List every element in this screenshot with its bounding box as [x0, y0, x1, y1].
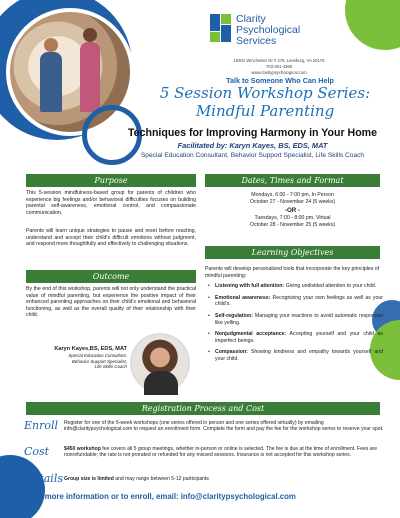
- logo-wordmark: [236, 14, 300, 47]
- org-address: 19301 Winchester Dr # 276, Leesburg, VA 20176: [233, 58, 325, 63]
- outcome-heading: Outcome: [26, 270, 196, 283]
- cost-text: $450 workshop fee covers all 5 group meetings, whether in-person or online is selected. The fee is due at the time of enrollment. Fees are nonrefundable; the rate is not prorated or refunded for any missed sessions. Insurance is not accepted for this workshop series.: [64, 446, 378, 459]
- series-title-line2: Mindful Parenting: [195, 102, 335, 120]
- decor-blue-circle-bottom: [0, 455, 45, 518]
- objective-item: • Listening with full attention: Giving undivided attention to your child.: [205, 283, 383, 290]
- org-phone: 703-261-4386: [265, 63, 293, 69]
- schedule-in-person-dates: October 27 - November 24 (5 weeks): [249, 199, 336, 205]
- cost-row: [24, 446, 384, 459]
- logo-mark-icon: [210, 14, 232, 52]
- objective-item: • Nonjudgmental acceptance: Accepting yourself and your child as imperfect beings.: [205, 331, 383, 344]
- details-label: Details: [24, 472, 63, 485]
- decor-green-circle-top: [345, 0, 400, 50]
- objectives-block: [205, 266, 383, 368]
- org-name-line3: Services: [236, 35, 277, 47]
- objectives-heading: Learning Objectives: [205, 246, 380, 259]
- purpose-paragraph-2: Parents will learn unique strategies to pause and reset before reacting, understand and accept their child's difficult emotions without judgment, and respond more thoughtfully and effectively to challenging situations.: [26, 228, 196, 248]
- enroll-label: Enroll: [24, 419, 59, 432]
- outcome-paragraph: By the end of this workshop, parents will not only understand the practical value of mindful parenting, but experience the positive impact of their enhanced parenting approaches on their child's emotional and behavioral functioning, as well as the overall quality of their relationship with their child.: [26, 286, 196, 319]
- org-logo: [210, 14, 300, 52]
- bio-name: Karyn Kayes,BS, EDS, MAT: [54, 346, 127, 352]
- photo-child: [40, 52, 62, 112]
- org-tagline: Talk to Someone Who Can Help: [226, 76, 334, 85]
- objective-item: • Emotional awareness: Recognizing your own feelings as well as your child's.: [205, 295, 383, 308]
- enroll-row: [24, 420, 384, 433]
- details-row: [24, 473, 384, 485]
- bio-role-2: Behavior Support Specialist,: [71, 358, 127, 364]
- page-title: Techniques for Improving Harmony in Your Home: [128, 127, 377, 139]
- schedule-block: [205, 192, 380, 229]
- schedule-heading: Dates, Times and Format: [205, 174, 380, 187]
- schedule-or: -OR -: [284, 207, 301, 214]
- objectives-list: [205, 283, 383, 362]
- org-website[interactable]: www.claritypsychological.com: [251, 69, 307, 75]
- photo-child-head: [44, 38, 58, 52]
- details-text: Group size is limited and may range between 5-12 participants: [64, 476, 209, 482]
- footer-contact[interactable]: For more information or to enroll, email: info@claritypsychological.com: [30, 492, 296, 501]
- series-title: [150, 84, 380, 120]
- photo-parent-head: [83, 28, 97, 42]
- bio-role-1: Special Education Consultant,: [68, 353, 127, 358]
- enroll-text: Register for one of the 5-week workshops (one series offered in person and one series offered virtually) by emailing info@claritypsychological.com to request an enrollment form. Complete the form and pay the fee for the workshop series to reserve your spot.: [64, 420, 384, 433]
- bio-role-3: Life Skills Coach: [94, 364, 127, 370]
- facilitator-portrait: [130, 333, 190, 393]
- cost-label: Cost: [24, 445, 50, 458]
- purpose-paragraph-1: This 5-session mindfulness-based group for parents of children who experience big feelings and/or behavioral difficulties focuses on building parental self-awareness, emotional control, and compassionate communication.: [26, 190, 196, 216]
- series-title-line1: 5 Session Workshop Series:: [159, 84, 371, 102]
- objectives-intro: Parents will develop personalized tools that incorporate the key principles of mindful parenting:: [205, 266, 380, 279]
- photo-parent: [80, 42, 100, 112]
- facilitator: Facilitated by: Karyn Kayes, BS, EDS, MAT: [177, 141, 328, 150]
- schedule-virtual-time: Tuesdays, 7:00 - 8:00 pm, Virtual: [254, 215, 331, 221]
- registration-heading: Registration Process and Cost: [26, 402, 380, 415]
- org-contact: [199, 58, 359, 75]
- objective-item: • Self-regulation: Managing your reactions to avoid automatic responses like yelling.: [205, 313, 383, 326]
- org-name-line1: Clarity: [236, 13, 266, 25]
- schedule-in-person-time: Mondays, 6:00 - 7:00 pm, In Person: [251, 192, 334, 198]
- objective-item: • Compassion: Showing kindness and empathy towards yourself and your child.: [205, 349, 383, 362]
- purpose-heading: Purpose: [26, 174, 196, 187]
- org-name-line2: Psychological: [236, 24, 301, 36]
- facilitator-roles: Special Education Consultant, Behavior Support Specialist, Life Skills Coach: [140, 152, 365, 159]
- schedule-virtual-dates: October 28 - November 25 (5 weeks): [249, 222, 336, 228]
- facilitator-bio: [32, 346, 127, 370]
